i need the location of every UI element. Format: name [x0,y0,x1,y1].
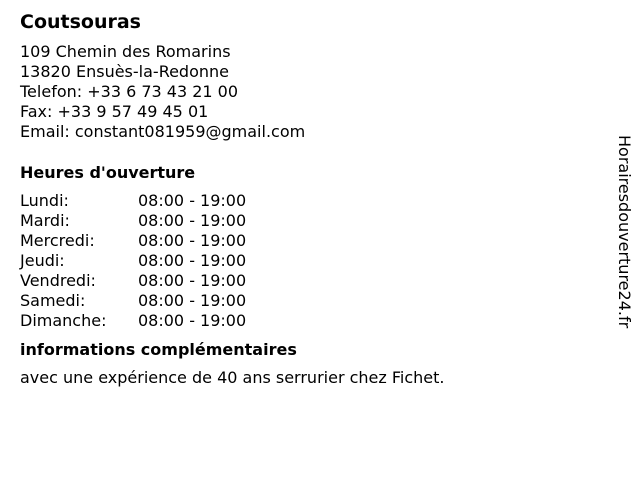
fax-number: Fax: +33 9 57 49 45 01 [20,102,209,121]
opening-hours-list [20,191,590,331]
hours-row-wednesday [20,231,590,251]
hours-row-monday [20,191,590,211]
time-range: 08:00 - 19:00 [138,191,247,210]
business-info [20,10,590,388]
business-name: Coutsouras [20,11,141,33]
hours-row-saturday [20,291,590,311]
hours-row-friday [20,271,590,291]
phone-number: Telefon: +33 6 73 43 21 00 [20,82,239,101]
day-label: Mardi: [20,211,70,230]
address-street: 109 Chemin des Romarins [20,42,231,61]
hours-row-sunday [20,311,590,331]
email-address: Email: constant081959@gmail.com [20,122,306,141]
time-range: 08:00 - 19:00 [138,231,247,250]
day-label: Vendredi: [20,271,96,290]
hours-row-tuesday [20,211,590,231]
time-range: 08:00 - 19:00 [138,251,247,270]
time-range: 08:00 - 19:00 [138,271,247,290]
vertical-brand-text: Horairesdouverture24.fr [615,135,634,329]
hours-row-thursday [20,251,590,271]
address-city: 13820 Ensuès-la-Redonne [20,62,229,81]
time-range: 08:00 - 19:00 [138,291,247,310]
day-label: Mercredi: [20,231,95,250]
day-label: Jeudi: [20,251,65,270]
contact-block [20,42,590,142]
day-label: Lundi: [20,191,69,210]
additional-info-heading: informations complémentaires [20,340,297,359]
hours-heading: Heures d'ouverture [20,163,196,182]
time-range: 08:00 - 19:00 [138,311,247,330]
day-label: Dimanche: [20,311,107,330]
day-label: Samedi: [20,291,86,310]
additional-info-text: avec une expérience de 40 ans serrurier chez Fichet. [20,368,445,387]
time-range: 08:00 - 19:00 [138,211,247,230]
